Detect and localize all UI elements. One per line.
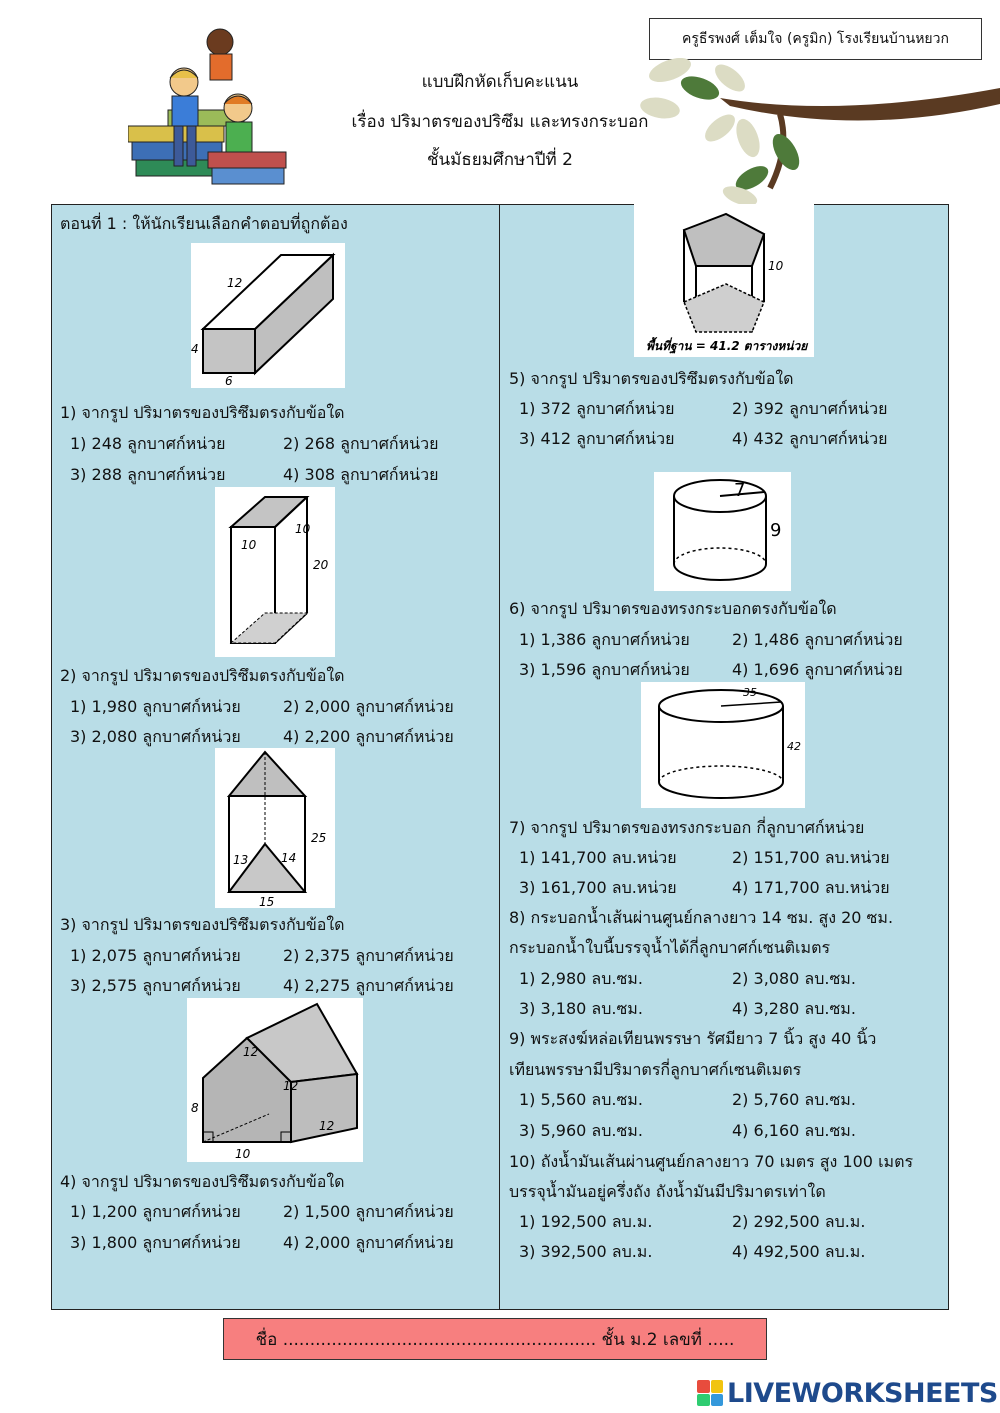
question-4-text: 4) จากรูป ปริมาตรของปริซึมตรงกับข้อใด [60,1172,345,1191]
fig3-label-s2: 14 [281,851,297,865]
q4-option-2[interactable]: 2) 1,500 ลูกบาศก์หน่วย [283,1202,454,1221]
q2-option-1[interactable]: 1) 1,980 ลูกบาศก์หน่วย [70,697,241,716]
question-10-text: 10) ถังน้ำมันเส้นผ่านศูนย์กลางยาว 70 เมตร สูง 100 เมตร [509,1152,914,1171]
fig4-label-c: 8 [191,1101,199,1115]
fig3-label-h: 25 [311,831,327,845]
q4-option-4[interactable]: 4) 2,000 ลูกบาศก์หน่วย [283,1233,454,1252]
fig3-label-s1: 13 [233,853,249,867]
q10-option-3[interactable]: 3) 392,500 ลบ.ม. [519,1242,653,1261]
q6-option-4[interactable]: 4) 1,696 ลูกบาศก์หน่วย [732,660,903,679]
question-7-text: 7) จากรูป ปริมาตรของทรงกระบอก กี่ลูกบาศก์หน่วย [509,818,865,837]
q8-option-4[interactable]: 4) 3,280 ลบ.ซม. [732,999,856,1018]
fig7-label-h: 42 [787,740,801,753]
q4-option-1[interactable]: 1) 1,200 ลูกบาศก์หน่วย [70,1202,241,1221]
liveworksheets-logo-icon [697,1380,723,1406]
q10-option-1[interactable]: 1) 192,500 ลบ.ม. [519,1212,653,1231]
question-5-text: 5) จากรูป ปริมาตรของปริซึมตรงกับข้อใด [509,369,794,388]
fig4-label-d: 12 [319,1119,335,1133]
q5-option-4[interactable]: 4) 432 ลูกบาศก์หน่วย [732,429,888,448]
fig1-label-left: 4 [191,342,199,356]
q1-option-2[interactable]: 2) 268 ลูกบาศก์หน่วย [283,434,439,453]
question-6-text: 6) จากรูป ปริมาตรของทรงกระบอกตรงกับข้อใด [509,599,837,618]
fig4-label-e: 10 [235,1147,251,1161]
q9-option-3[interactable]: 3) 5,960 ลบ.ซม. [519,1121,643,1140]
fig1-label-top: 12 [227,276,243,290]
worksheet-title: แบบฝึกหัดเก็บคะแนน [421,72,579,92]
worksheet-topic: เรื่อง ปริมาตรของปริซึม และทรงกระบอก [351,112,649,132]
student-name-bar[interactable]: ชื่อ .......................................................... ชั้น ม.2 เลขที่ ..... [223,1318,767,1360]
fig2-label-h: 20 [313,558,329,572]
question-9-text-line2: เทียนพรรษามีปริมาตรกี่ลูกบาศก์เซนติเมตร [509,1060,802,1079]
fig6-label-h: 9 [770,520,782,541]
fig5-label-h: 10 [768,259,784,273]
logo-text: LIVEWORKSHEETS [727,1377,998,1409]
liveworksheets-logo [697,1376,998,1410]
figure-triangular-prism [215,748,335,908]
figure-trapezoid-prism [187,998,363,1162]
fig2-label-a: 10 [241,538,257,552]
fig2-label-b: 10 [295,522,311,536]
fig3-label-base: 15 [259,895,275,908]
q1-option-3[interactable]: 3) 288 ลูกบาศก์หน่วย [70,465,226,484]
q5-option-2[interactable]: 2) 392 ลูกบาศก์หน่วย [732,399,888,418]
q10-option-2[interactable]: 2) 292,500 ลบ.ม. [732,1212,866,1231]
questions-panel [51,204,949,1310]
q7-option-1[interactable]: 1) 141,700 ลบ.หน่วย [519,848,677,867]
question-8-text: 8) กระบอกน้ำเส้นผ่านศูนย์กลางยาว 14 ซม. สูง 20 ซม. [509,908,894,927]
q5-option-3[interactable]: 3) 412 ลูกบาศก์หน่วย [519,429,675,448]
column-divider [499,204,500,1310]
q9-option-2[interactable]: 2) 5,760 ลบ.ซม. [732,1090,856,1109]
fig1-label-bottom: 6 [225,374,233,388]
q7-option-2[interactable]: 2) 151,700 ลบ.หน่วย [732,848,890,867]
q9-option-4[interactable]: 4) 6,160 ลบ.ซม. [732,1121,856,1140]
q8-option-1[interactable]: 1) 2,980 ลบ.ซม. [519,969,643,988]
q2-option-4[interactable]: 4) 2,200 ลูกบาศก์หน่วย [283,727,454,746]
q2-option-3[interactable]: 3) 2,080 ลูกบาศก์หน่วย [70,727,241,746]
figure-pentagonal-prism [634,204,814,357]
q6-option-1[interactable]: 1) 1,386 ลูกบาศก์หน่วย [519,630,690,649]
figure-rectangular-prism [191,243,345,388]
q7-option-3[interactable]: 3) 161,700 ลบ.หน่วย [519,878,677,897]
fig5-caption: พื้นที่ฐาน = 41.2 ตารางหน่วย [646,339,808,353]
q10-option-4[interactable]: 4) 492,500 ลบ.ม. [732,1242,866,1261]
fig4-label-a: 12 [243,1045,259,1059]
question-10-text-line2: บรรจุน้ำมันอยู่ครึ่งถัง ถังน้ำมันมีปริมาตรเท่าใด [509,1182,826,1201]
question-9-text: 9) พระสงฆ์หล่อเทียนพรรษา รัศมียาว 7 นิ้ว สูง 40 นิ้ว [509,1029,877,1048]
author-credit: ครูธีรพงศ์ เต็มใจ (ครูมิก) โรงเรียนบ้านหยวก [649,18,982,60]
question-1-text: 1) จากรูป ปริมาตรของปริซึมตรงกับข้อใด [60,403,345,422]
q9-option-1[interactable]: 1) 5,560 ลบ.ซม. [519,1090,643,1109]
kids-on-books-illustration [128,22,288,190]
q4-option-3[interactable]: 3) 1,800 ลูกบาศก์หน่วย [70,1233,241,1252]
fig7-label-r: 35 [743,686,757,699]
figure-cylinder-small [654,472,791,591]
q3-option-4[interactable]: 4) 2,275 ลูกบาศก์หน่วย [283,976,454,995]
q2-option-2[interactable]: 2) 2,000 ลูกบาศก์หน่วย [283,697,454,716]
q8-option-2[interactable]: 2) 3,080 ลบ.ซม. [732,969,856,988]
figure-square-prism [215,487,335,657]
q7-option-4[interactable]: 4) 171,700 ลบ.หน่วย [732,878,890,897]
question-8-text-line2: กระบอกน้ำใบนี้บรรจุน้ำได้กี่ลูกบาศก์เซนติเมตร [509,938,831,957]
q3-option-3[interactable]: 3) 2,575 ลูกบาศก์หน่วย [70,976,241,995]
figure-cylinder-wide [641,682,805,808]
question-3-text: 3) จากรูป ปริมาตรของปริซึมตรงกับข้อใด [60,915,345,934]
worksheet-grade: ชั้นมัธยมศึกษาปีที่ 2 [427,150,573,170]
q5-option-1[interactable]: 1) 372 ลูกบาศก์หน่วย [519,399,675,418]
q6-option-3[interactable]: 3) 1,596 ลูกบาศก์หน่วย [519,660,690,679]
q8-option-3[interactable]: 3) 3,180 ลบ.ซม. [519,999,643,1018]
q3-option-2[interactable]: 2) 2,375 ลูกบาศก์หน่วย [283,946,454,965]
question-2-text: 2) จากรูป ปริมาตรของปริซึมตรงกับข้อใด [60,666,345,685]
section-title: ตอนที่ 1 : ให้นักเรียนเลือกคำตอบที่ถูกต้อง [60,214,348,233]
q1-option-1[interactable]: 1) 248 ลูกบาศก์หน่วย [70,434,226,453]
q6-option-2[interactable]: 2) 1,486 ลูกบาศก์หน่วย [732,630,903,649]
q3-option-1[interactable]: 1) 2,075 ลูกบาศก์หน่วย [70,946,241,965]
q1-option-4[interactable]: 4) 308 ลูกบาศก์หน่วย [283,465,439,484]
tree-branch-decoration [640,58,1000,208]
fig4-label-b: 12 [283,1079,299,1093]
fig6-label-r: 7 [734,480,746,501]
